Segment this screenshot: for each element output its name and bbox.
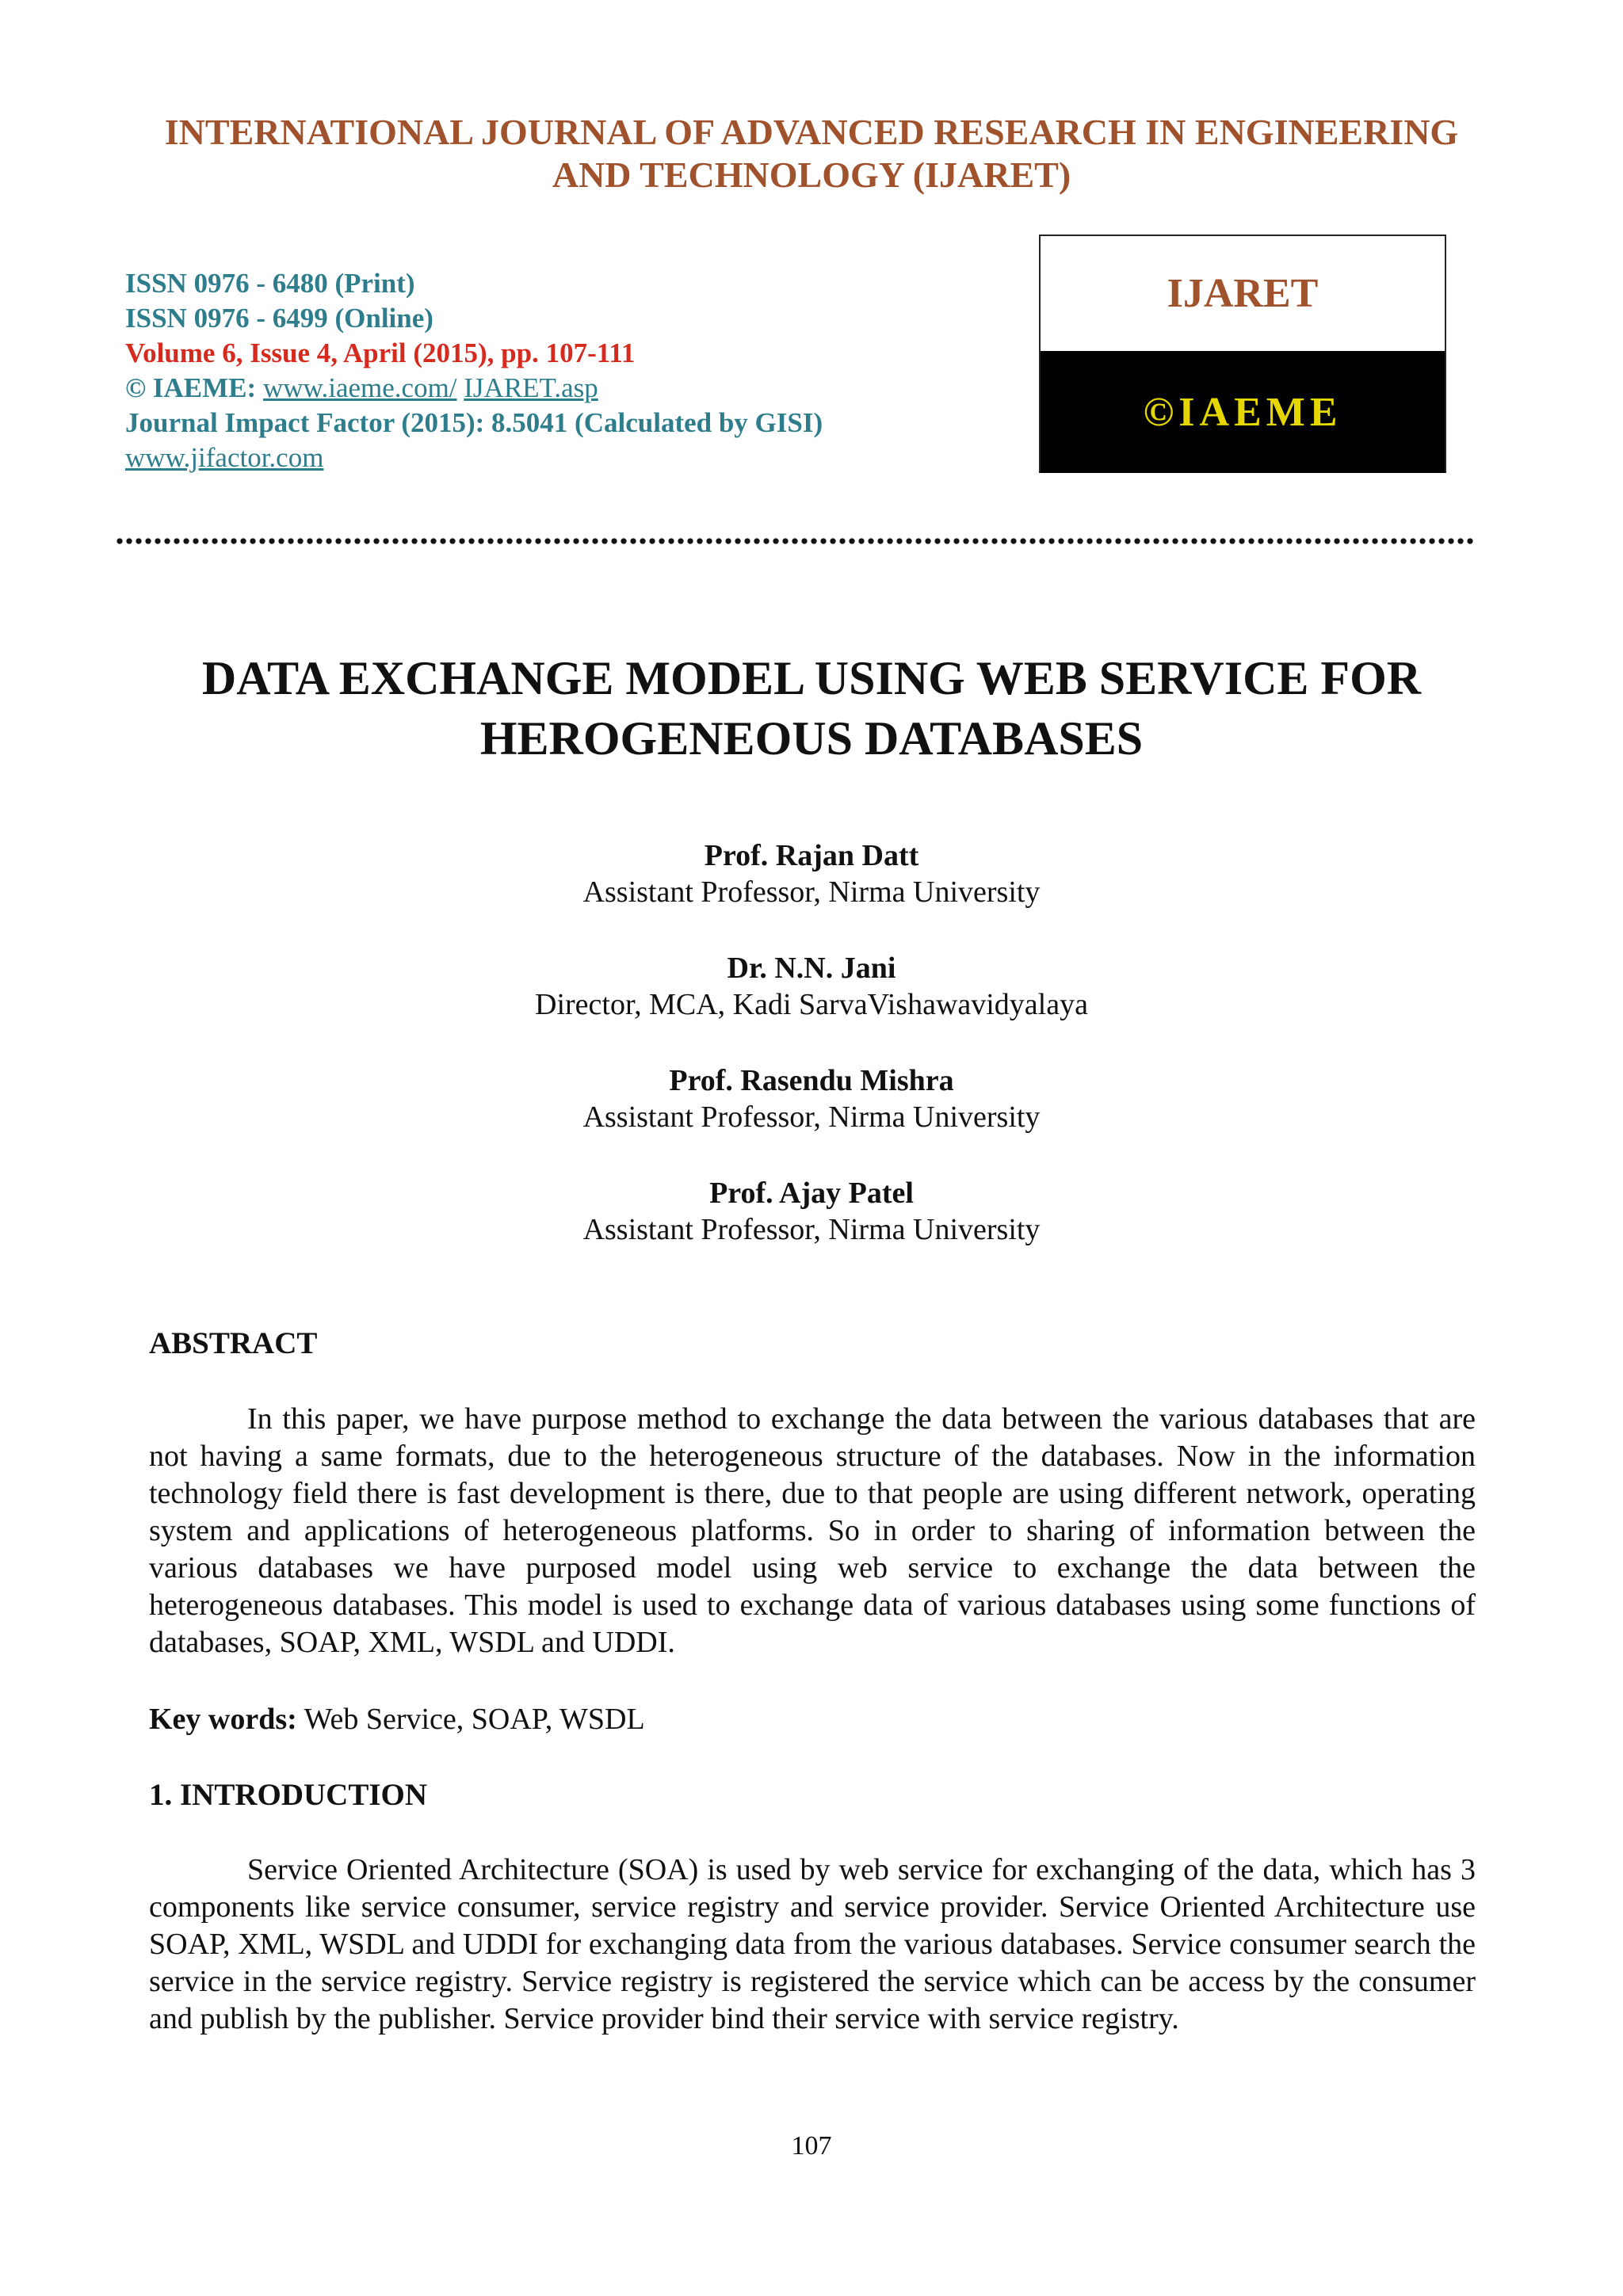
author-name: Dr. N.N. Jani xyxy=(727,952,896,985)
paper-title-line1: DATA EXCHANGE MODEL USING WEB SERVICE FOR xyxy=(201,652,1422,704)
introduction-text: Service Oriented Architecture (SOA) is used by web service for exchanging of the data, which has 3 components like service consumer, service registry and service provider. Service Oriented Architecture use SOAP, XML, WSDL and UDDI for exchanging data from the various databases. Service consumer search the service in the service registry. Service registry is registered the service which can be access by the consumer and publish by the publisher. Service provider bind their service with service registry. xyxy=(149,1853,1476,2035)
jifactor-link[interactable]: www.jifactor.com xyxy=(125,442,324,473)
abstract-heading: ABSTRACT xyxy=(149,1326,318,1360)
logo-bottom-text: ©IAEME xyxy=(1041,351,1445,473)
author-affiliation: Director, MCA, Kadi SarvaVishawavidyalaya xyxy=(535,988,1088,1021)
journal-meta xyxy=(125,266,823,475)
journal-title-line2: AND TECHNOLOGY (IJARET) xyxy=(552,154,1071,195)
abstract-text: In this paper, we have purpose method to exchange the data between the various databases that are not having a same formats, due to the heterogeneous structure of the databases. Now in the information technology field there is fast development is there, due to that people are using different network, operating system and applications of heterogeneous platforms. So in order to sharing of information between the various databases we have purposed model using web service to exchange the data between the heterogeneous databases. This model is used to exchange data of various databases using some functions of databases, SOAP, XML, WSDL and UDDI. xyxy=(149,1402,1476,1659)
author-affiliation: Assistant Professor, Nirma University xyxy=(582,1100,1041,1134)
journal-logo xyxy=(1039,235,1446,473)
logo-top-text: IJARET xyxy=(1167,271,1319,316)
iaeme-label: © IAEME: xyxy=(125,372,257,403)
author-name: Prof. Rajan Datt xyxy=(704,839,919,872)
issn-print: ISSN 0976 - 6480 (Print) xyxy=(125,268,415,299)
author-name: Prof. Rasendu Mishra xyxy=(669,1064,954,1097)
author-affiliation: Assistant Professor, Nirma University xyxy=(582,875,1041,909)
iaeme-link[interactable]: www.iaeme.com/ xyxy=(262,372,457,403)
keywords xyxy=(149,1701,645,1737)
ijaret-link[interactable]: IJARET.asp xyxy=(464,372,598,403)
author-name: Prof. Ajay Patel xyxy=(709,1177,914,1210)
paper-title xyxy=(119,648,1504,769)
iaeme-row xyxy=(125,371,823,406)
impact-factor: Journal Impact Factor (2015): 8.5041 (Calculated by GISI) xyxy=(125,407,823,438)
journal-title xyxy=(111,111,1512,196)
issn-online: ISSN 0976 - 6499 (Online) xyxy=(125,303,433,334)
dotted-divider xyxy=(115,537,1474,545)
page-number: 107 xyxy=(791,2131,832,2161)
keywords-label: Key words: xyxy=(149,1703,297,1736)
introduction-heading: 1. INTRODUCTION xyxy=(149,1778,428,1812)
journal-title-line1: INTERNATIONAL JOURNAL OF ADVANCED RESEARCH IN ENGINEERING xyxy=(164,112,1459,152)
author-affiliation: Assistant Professor, Nirma University xyxy=(582,1213,1041,1246)
paper-title-line2: HEROGENEOUS DATABASES xyxy=(479,712,1144,765)
keywords-value: Web Service, SOAP, WSDL xyxy=(296,1703,645,1736)
volume-info: Volume 6, Issue 4, April (2015), pp. 107-111 xyxy=(125,338,636,368)
